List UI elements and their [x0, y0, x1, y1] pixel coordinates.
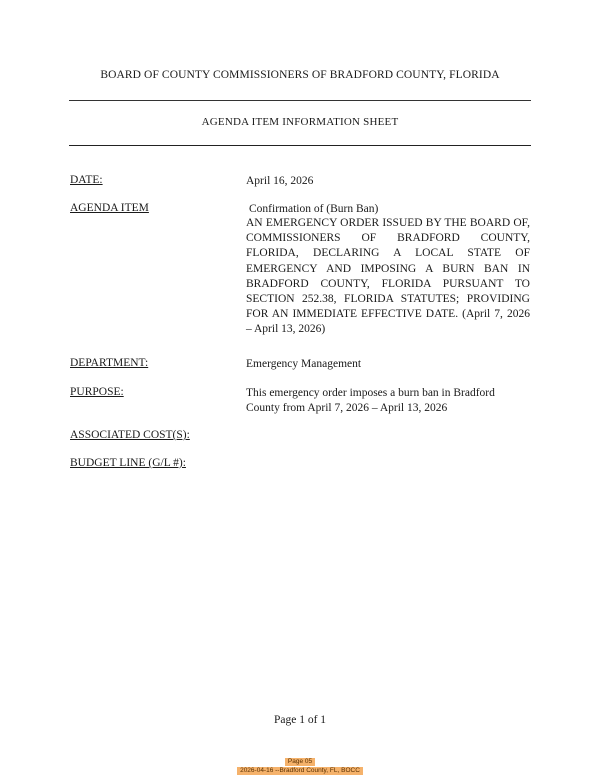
- agenda-item-label: AGENDA ITEM: [70, 202, 149, 214]
- meeting-stamp: [0, 767, 600, 775]
- packet-page-stamp: [0, 758, 600, 766]
- associated-cost-label: ASSOCIATED COST(S):: [70, 429, 190, 441]
- department-value: Emergency Management: [246, 358, 362, 370]
- page-number: Page 1 of 1: [273, 714, 327, 726]
- date-label: DATE:: [70, 174, 103, 186]
- purpose-label: PURPOSE:: [70, 386, 124, 398]
- budget-line-label: BUDGET LINE (G/L #):: [70, 457, 186, 469]
- agenda-item-description: AN EMERGENCY ORDER ISSUED BY THE BOARD OF, COMMISSIONERS OF BRADFORD COUNTY, FLORIDA, DECLARING A LOCAL STATE OF EMERGENCY AND IMPOSING A BURN BAN IN BRADFORD COUNTY, FLORIDA PURSUANT TO SECTION 252.38, FLORIDA STATUTES; PROVIDING FOR AN IMMEDIATE EFFECTIVE DATE. (April 7, 2026 – April 13, 2026): [246, 217, 530, 336]
- date-value: April 16, 2026: [246, 175, 314, 187]
- purpose-value: This emergency order imposes a burn ban in Bradford County from April 7, 2026 – April 13, 2026: [246, 387, 495, 415]
- header-divider-top: [69, 100, 531, 101]
- header-divider-bottom: [69, 145, 531, 146]
- county-board-title: BOARD OF COUNTY COMMISSIONERS OF BRADFORD COUNTY, FLORIDA: [100, 69, 500, 81]
- packet-page-text: Page 05: [285, 758, 315, 766]
- agenda-item-confirmation: Confirmation of (Burn Ban): [249, 203, 379, 215]
- meeting-stamp-text: 2026-04-16 --Bradford County, FL, BOCC: [237, 767, 363, 775]
- department-label: DEPARTMENT:: [70, 357, 149, 369]
- sheet-subtitle: AGENDA ITEM INFORMATION SHEET: [201, 116, 399, 128]
